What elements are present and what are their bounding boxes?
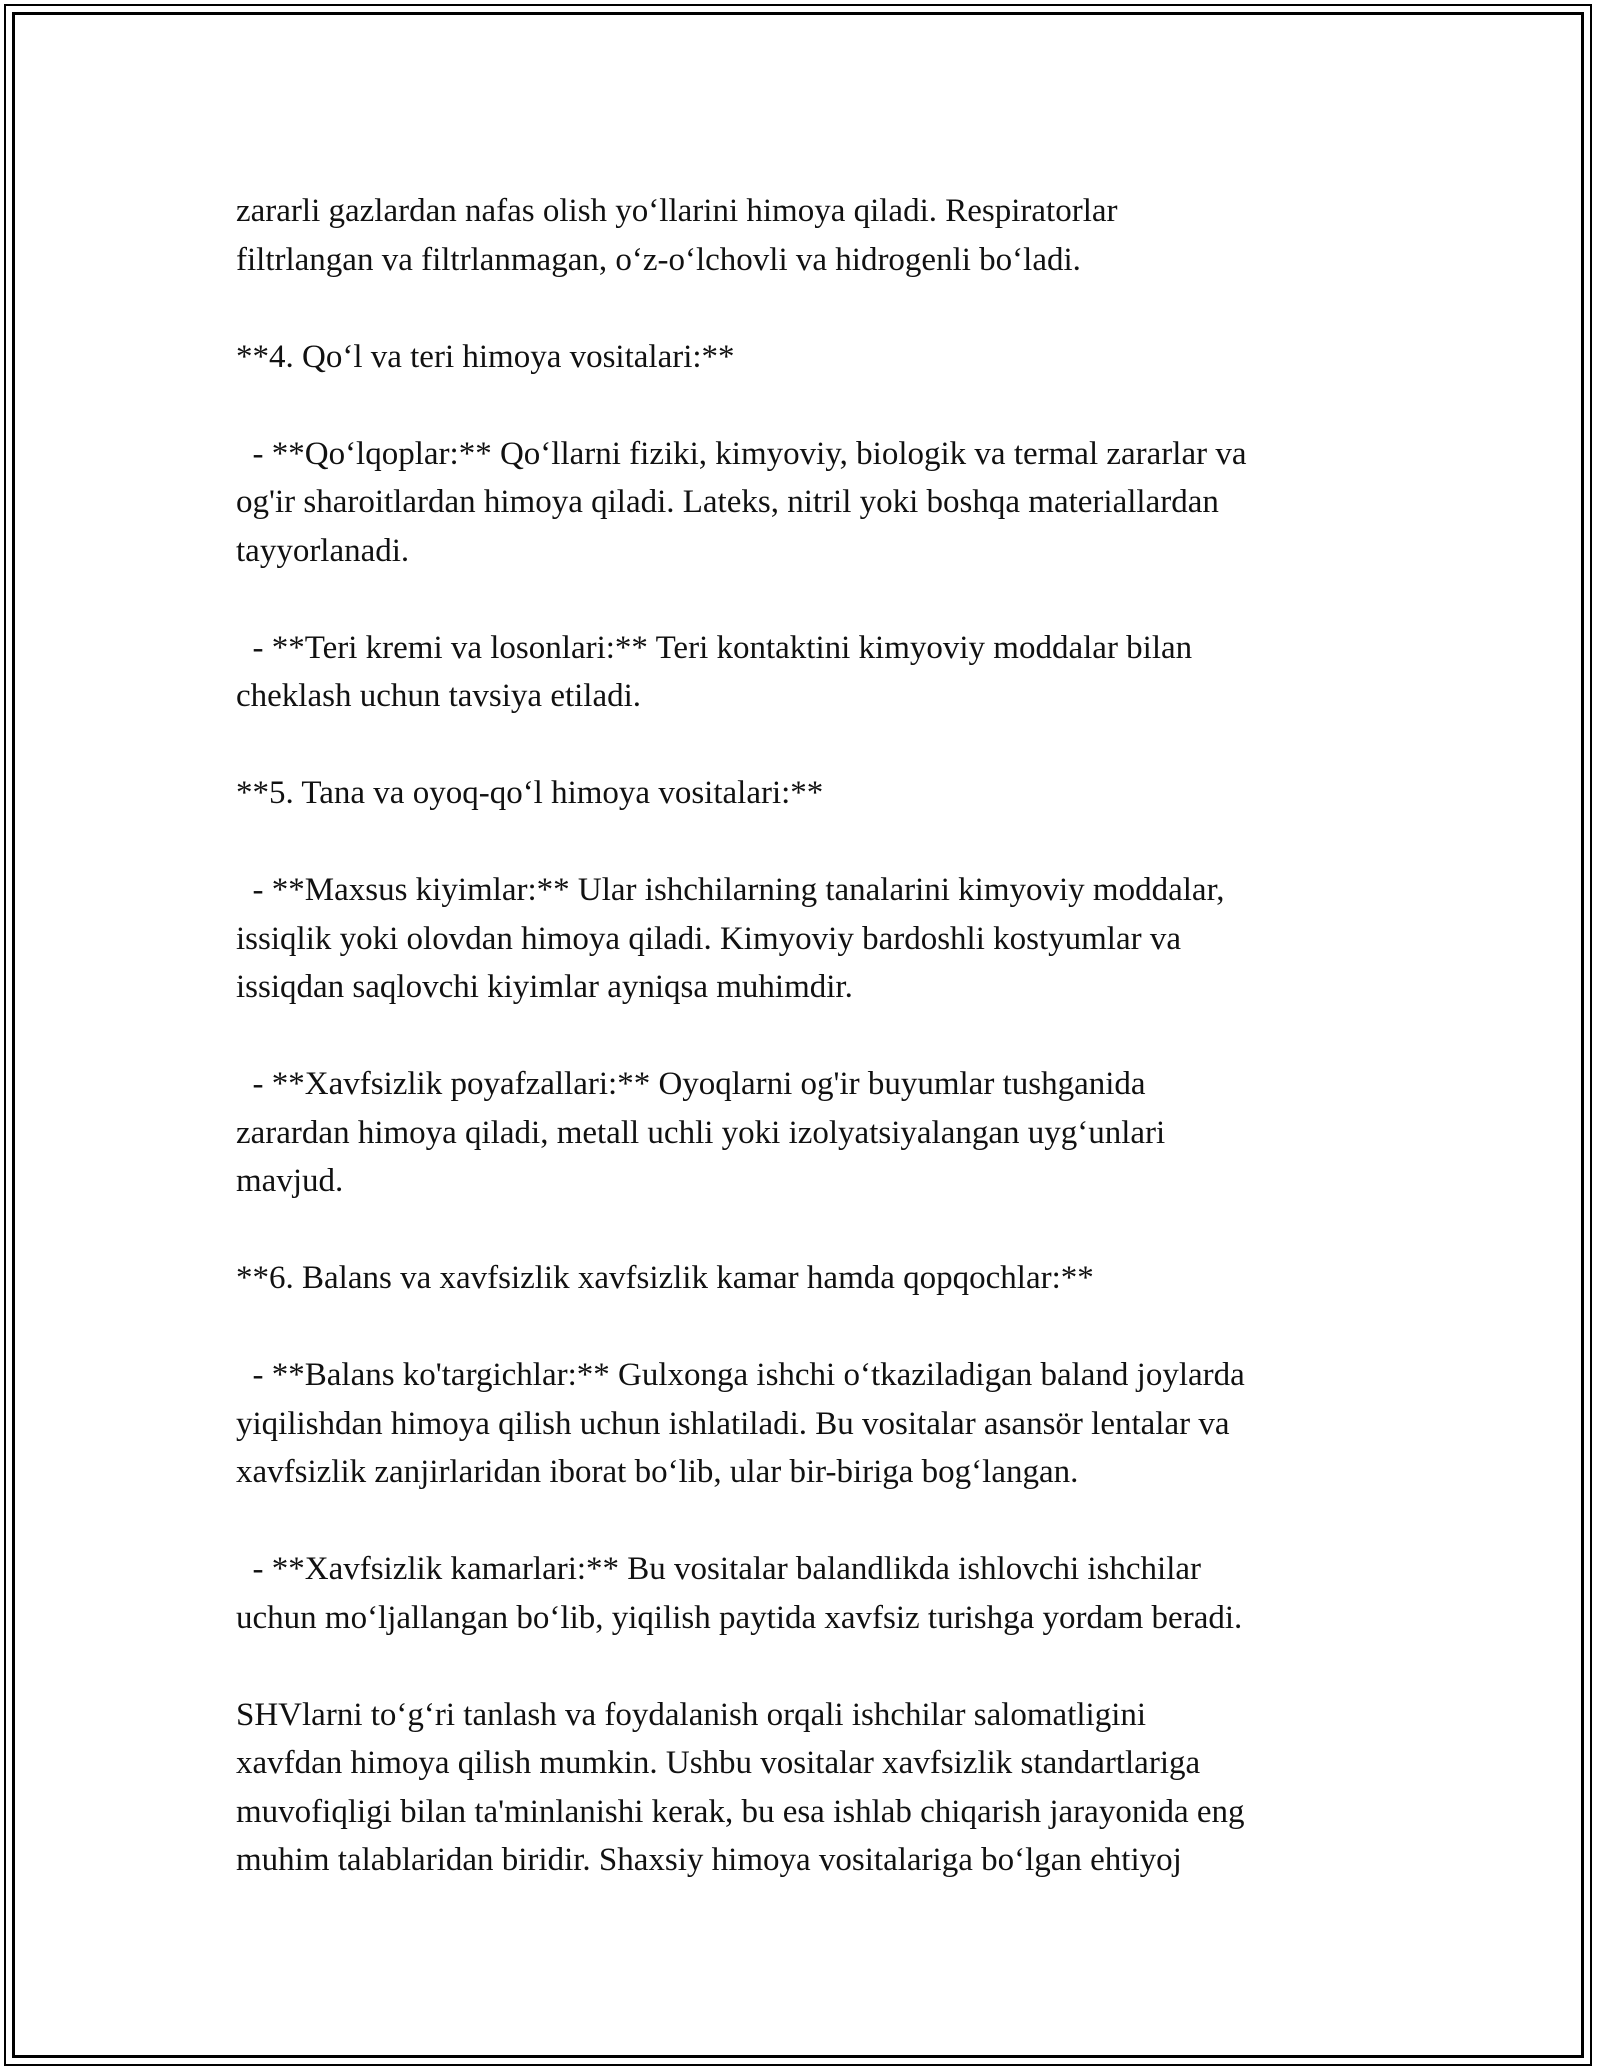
- document-body: [236, 187, 1386, 1885]
- heading-balance-safety: **6. Balans va xavfsizlik xavfsizlik kamar hamda qopqochlar:**: [236, 1260, 1094, 1296]
- list-item-skin-creams: - **Teri kremi va losonlari:** Teri kontaktini kimyoviy moddalar bilan cheklash uchun tavsiya etiladi.: [236, 629, 1193, 714]
- paragraph-respirators-continued: zararli gazlardan nafas olish yo‘llarini himoya qiladi. Respiratorlar filtrlangan va filtrlanmagan, o‘z-o‘lchovli va hidrogenli bo‘ladi.: [236, 193, 1118, 278]
- list-item-gloves: - **Qo‘lqoplar:** Qo‘llarni fiziki, kimyoviy, biologik va termal zararlar va og'ir sharoitlardan himoya qiladi. Lateks, nitril yoki boshqa materiallardan tayyorlanadi.: [236, 435, 1247, 569]
- list-item-safety-shoes: - **Xavfsizlik poyafzallari:** Oyoqlarni og'ir buyumlar tushganida zarardan himoya qiladi, metall uchli yoki izolyatsiyalangan uyg‘unlari mavjud.: [236, 1066, 1166, 1199]
- list-item-safety-belts: - **Xavfsizlik kamarlari:** Bu vositalar balandlikda ishlovchi ishchilar uchun mo‘ljallangan bo‘lib, yiqilish paytida xavfsiz turishga yordam beradi.: [236, 1551, 1243, 1636]
- paragraph-conclusion: SHVlarni to‘g‘ri tanlash va foydalanish orqali ishchilar salomatligini xavfdan himoya qilish mumkin. Ushbu vositalar xavfsizlik standartlariga muvofiqligi bilan ta'minlanishi kerak, bu esa ishlab chiqarish jarayonida eng muhim talablaridan biridir. Shaxsiy himoya vositalariga bo‘lgan ehtiyoj: [236, 1696, 1245, 1878]
- heading-body-limb-protection: **5. Tana va oyoq-qo‘l himoya vositalari:**: [236, 775, 824, 811]
- heading-hand-skin-protection: **4. Qo‘l va teri himoya vositalari:**: [236, 338, 735, 375]
- list-item-special-clothing: - **Maxsus kiyimlar:** Ular ishchilarning tanalarini kimyoviy moddalar, issiqlik yoki olovdan himoya qiladi. Kimyoviy bardoshli kostyumlar va issiqdan saqlovchi kiyimlar ayniqsa muhimdir.: [236, 872, 1225, 1005]
- list-item-balance-lifts: - **Balans ko'targichlar:** Gulxonga ishchi o‘tkaziladigan baland joylarda yiqilishdan himoya qilish uchun ishlatiladi. Bu vositalar asansör lentalar va xavfsizlik zanjirlaridan iborat bo‘lib, ular bir-biriga bog‘langan.: [236, 1357, 1245, 1490]
